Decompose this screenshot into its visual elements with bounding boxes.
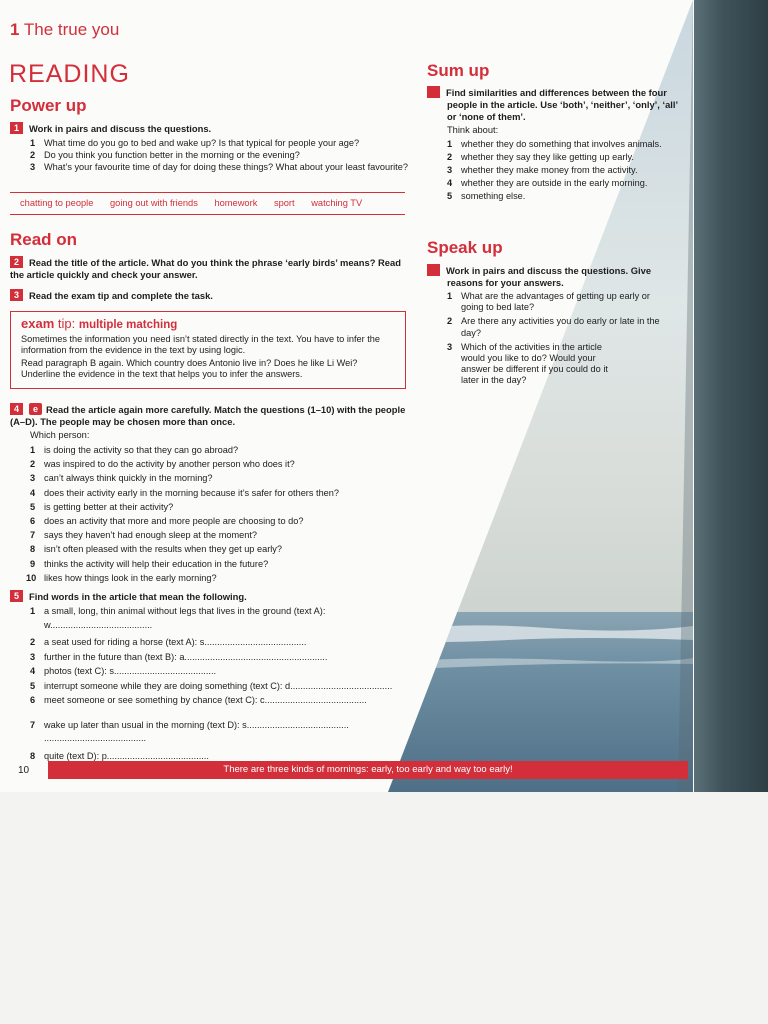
sum-up-heading: Sum up (427, 61, 490, 80)
unit-header (10, 20, 119, 40)
task-number-badge: 3 (10, 289, 23, 301)
exam-tip-body: Sometimes the information you need isn’t stated directly in the text. You have to infer the information from the evidence in the text by using logic. (21, 334, 381, 355)
task-number-badge: 6 (427, 86, 440, 98)
task-7 (420, 264, 672, 289)
list-item: 6 meet someone or see something by chance (text C): c........................................ (30, 695, 367, 705)
page-number: 10 (18, 765, 30, 776)
book-spine-shadow (694, 0, 768, 792)
speak-up-heading: Speak up (427, 238, 503, 257)
list-item: 7 says they haven’t had enough sleep at the moment? (30, 530, 257, 541)
task-4 (10, 403, 410, 428)
list-item: 4 does their activity early in the morning because it’s safer for others then? (30, 487, 340, 498)
list-item: 10 likes how things look in the early morning? (26, 572, 217, 583)
footer-quote: There are three kinds of mornings: early, too early and way too early! (223, 764, 513, 775)
task-2-instruction: Read the title of the article. What do you think the phrase ‘early birds’ means? Read the article quickly and check your answer. (10, 257, 401, 280)
list-item: 2 Do you think you function better in the morning or the evening? (30, 150, 300, 160)
list-item: 3 Which of the activities in the article would you like to do? Would your answer be different if you could do it later in the day? (447, 341, 608, 386)
unit-number: 1 (10, 20, 20, 39)
task-number-badge: 2 (10, 256, 23, 268)
list-item: 8 isn’t often pleased with the results when they get up early? (30, 544, 282, 555)
task-6 (420, 86, 682, 123)
power-up-questions (30, 137, 410, 173)
exam-tip-box (10, 311, 406, 389)
list-item: 1 What time do you go to bed and wake up? Is that typical for people your age? (30, 138, 360, 148)
exam-tip-title: exam tip: multiple matching (21, 316, 178, 331)
list-item: 2 a seat used for riding a horse (text A): s........................................ (30, 637, 307, 647)
task-number-badge: 5 (10, 590, 23, 602)
task-7-instruction: Work in pairs and discuss the questions. Give reasons for your answers. (446, 265, 652, 288)
task-3 (10, 289, 405, 302)
exam-tip-task: Read paragraph B again. Which country does Antonio live in? Does he like Li Wei? Underline the evidence in the text that helps you to infer the answers. (21, 358, 358, 379)
list-item: 1 a small, long, thin animal without legs that lives in the ground (text A): w........................................ (30, 606, 326, 630)
task-1-instruction: Work in pairs and discuss the questions. (29, 123, 212, 134)
answer-blank[interactable]: ........................................ (44, 733, 147, 743)
speak-up-items (447, 291, 662, 387)
list-item: 3 What’s your favourite time of day for doing these things? What about your least favourite? (30, 162, 408, 172)
read-on-heading: Read on (10, 230, 78, 249)
list-item: 5 interrupt someone while they are doing something (text C): d........................................ (30, 680, 393, 691)
tag: homework (214, 198, 258, 208)
list-item: 2 whether they say they like getting up early. (447, 152, 634, 162)
exam-task-icon: e (29, 403, 42, 415)
sum-up-items (447, 138, 687, 203)
list-item: 9 thinks the activity will help their education in the future? (30, 558, 269, 569)
list-item: 5 something else. (447, 191, 526, 201)
task-5-instruction: Find words in the article that mean the following. (29, 591, 247, 602)
scan-background (0, 792, 768, 1024)
task-6-instruction: Find similarities and differences between the four people in the article. Use ‘both’, ‘neither’, ‘only’, ‘all’ or ‘none of them’. (446, 87, 678, 122)
answer-blank[interactable]: w........................................ (44, 619, 153, 630)
list-item: 1 whether they do something that involves animals. (447, 139, 662, 149)
list-item: 6 does an activity that more and more people are choosing to do? (30, 516, 304, 527)
tag: chatting to people (20, 198, 94, 208)
tag: going out with friends (110, 198, 198, 208)
tag: watching TV (311, 198, 363, 208)
unit-title: The true you (23, 20, 120, 39)
list-item: 5 is getting better at their activity? (30, 501, 174, 512)
list-item: 1 What are the advantages of getting up early or going to bed late? (447, 291, 650, 313)
list-item: 4 whether they are outside in the early morning. (447, 178, 648, 188)
list-item: 2 was inspired to do the activity by another person who does it? (30, 459, 295, 470)
power-up-heading: Power up (10, 96, 87, 115)
task-5 (10, 590, 410, 603)
list-item: 3 further in the future than (text B): a........................................................ (30, 651, 328, 662)
task-4-instruction: Read the article again more carefully. Match the questions (1–10) with the people (A–D). The people may be chosen more than once. (10, 404, 406, 427)
list-item: 8 quite (text D): p........................................ (30, 750, 209, 761)
task-5-items (30, 605, 415, 763)
task-1 (10, 122, 410, 135)
sum-up-lead: Think about: (447, 125, 499, 135)
task-number-badge: 7 (427, 264, 440, 276)
reading-heading: READING (9, 60, 130, 88)
task-number-badge: 1 (10, 122, 23, 134)
task-4-lead: Which person: (30, 430, 90, 440)
activity-tags (10, 192, 405, 215)
task-4-items (26, 443, 415, 585)
task-2 (10, 256, 405, 281)
list-item: 3 whether they make money from the activity. (447, 165, 638, 175)
task-number-badge: 4 (10, 403, 23, 415)
list-item: 4 photos (text C): s........................................ (30, 666, 217, 676)
list-item: 7 wake up later than usual in the morning (text D): s........................................ ........................................ (30, 719, 349, 743)
tag: sport (273, 198, 295, 208)
task-3-instruction: Read the exam tip and complete the task. (29, 290, 213, 301)
list-item: 2 Are there any activities you do early or late in the day? (447, 316, 660, 338)
list-item: 1 is doing the activity so that they can go abroad? (30, 445, 239, 455)
list-item: 3 can’t always think quickly in the morning? (30, 473, 213, 484)
